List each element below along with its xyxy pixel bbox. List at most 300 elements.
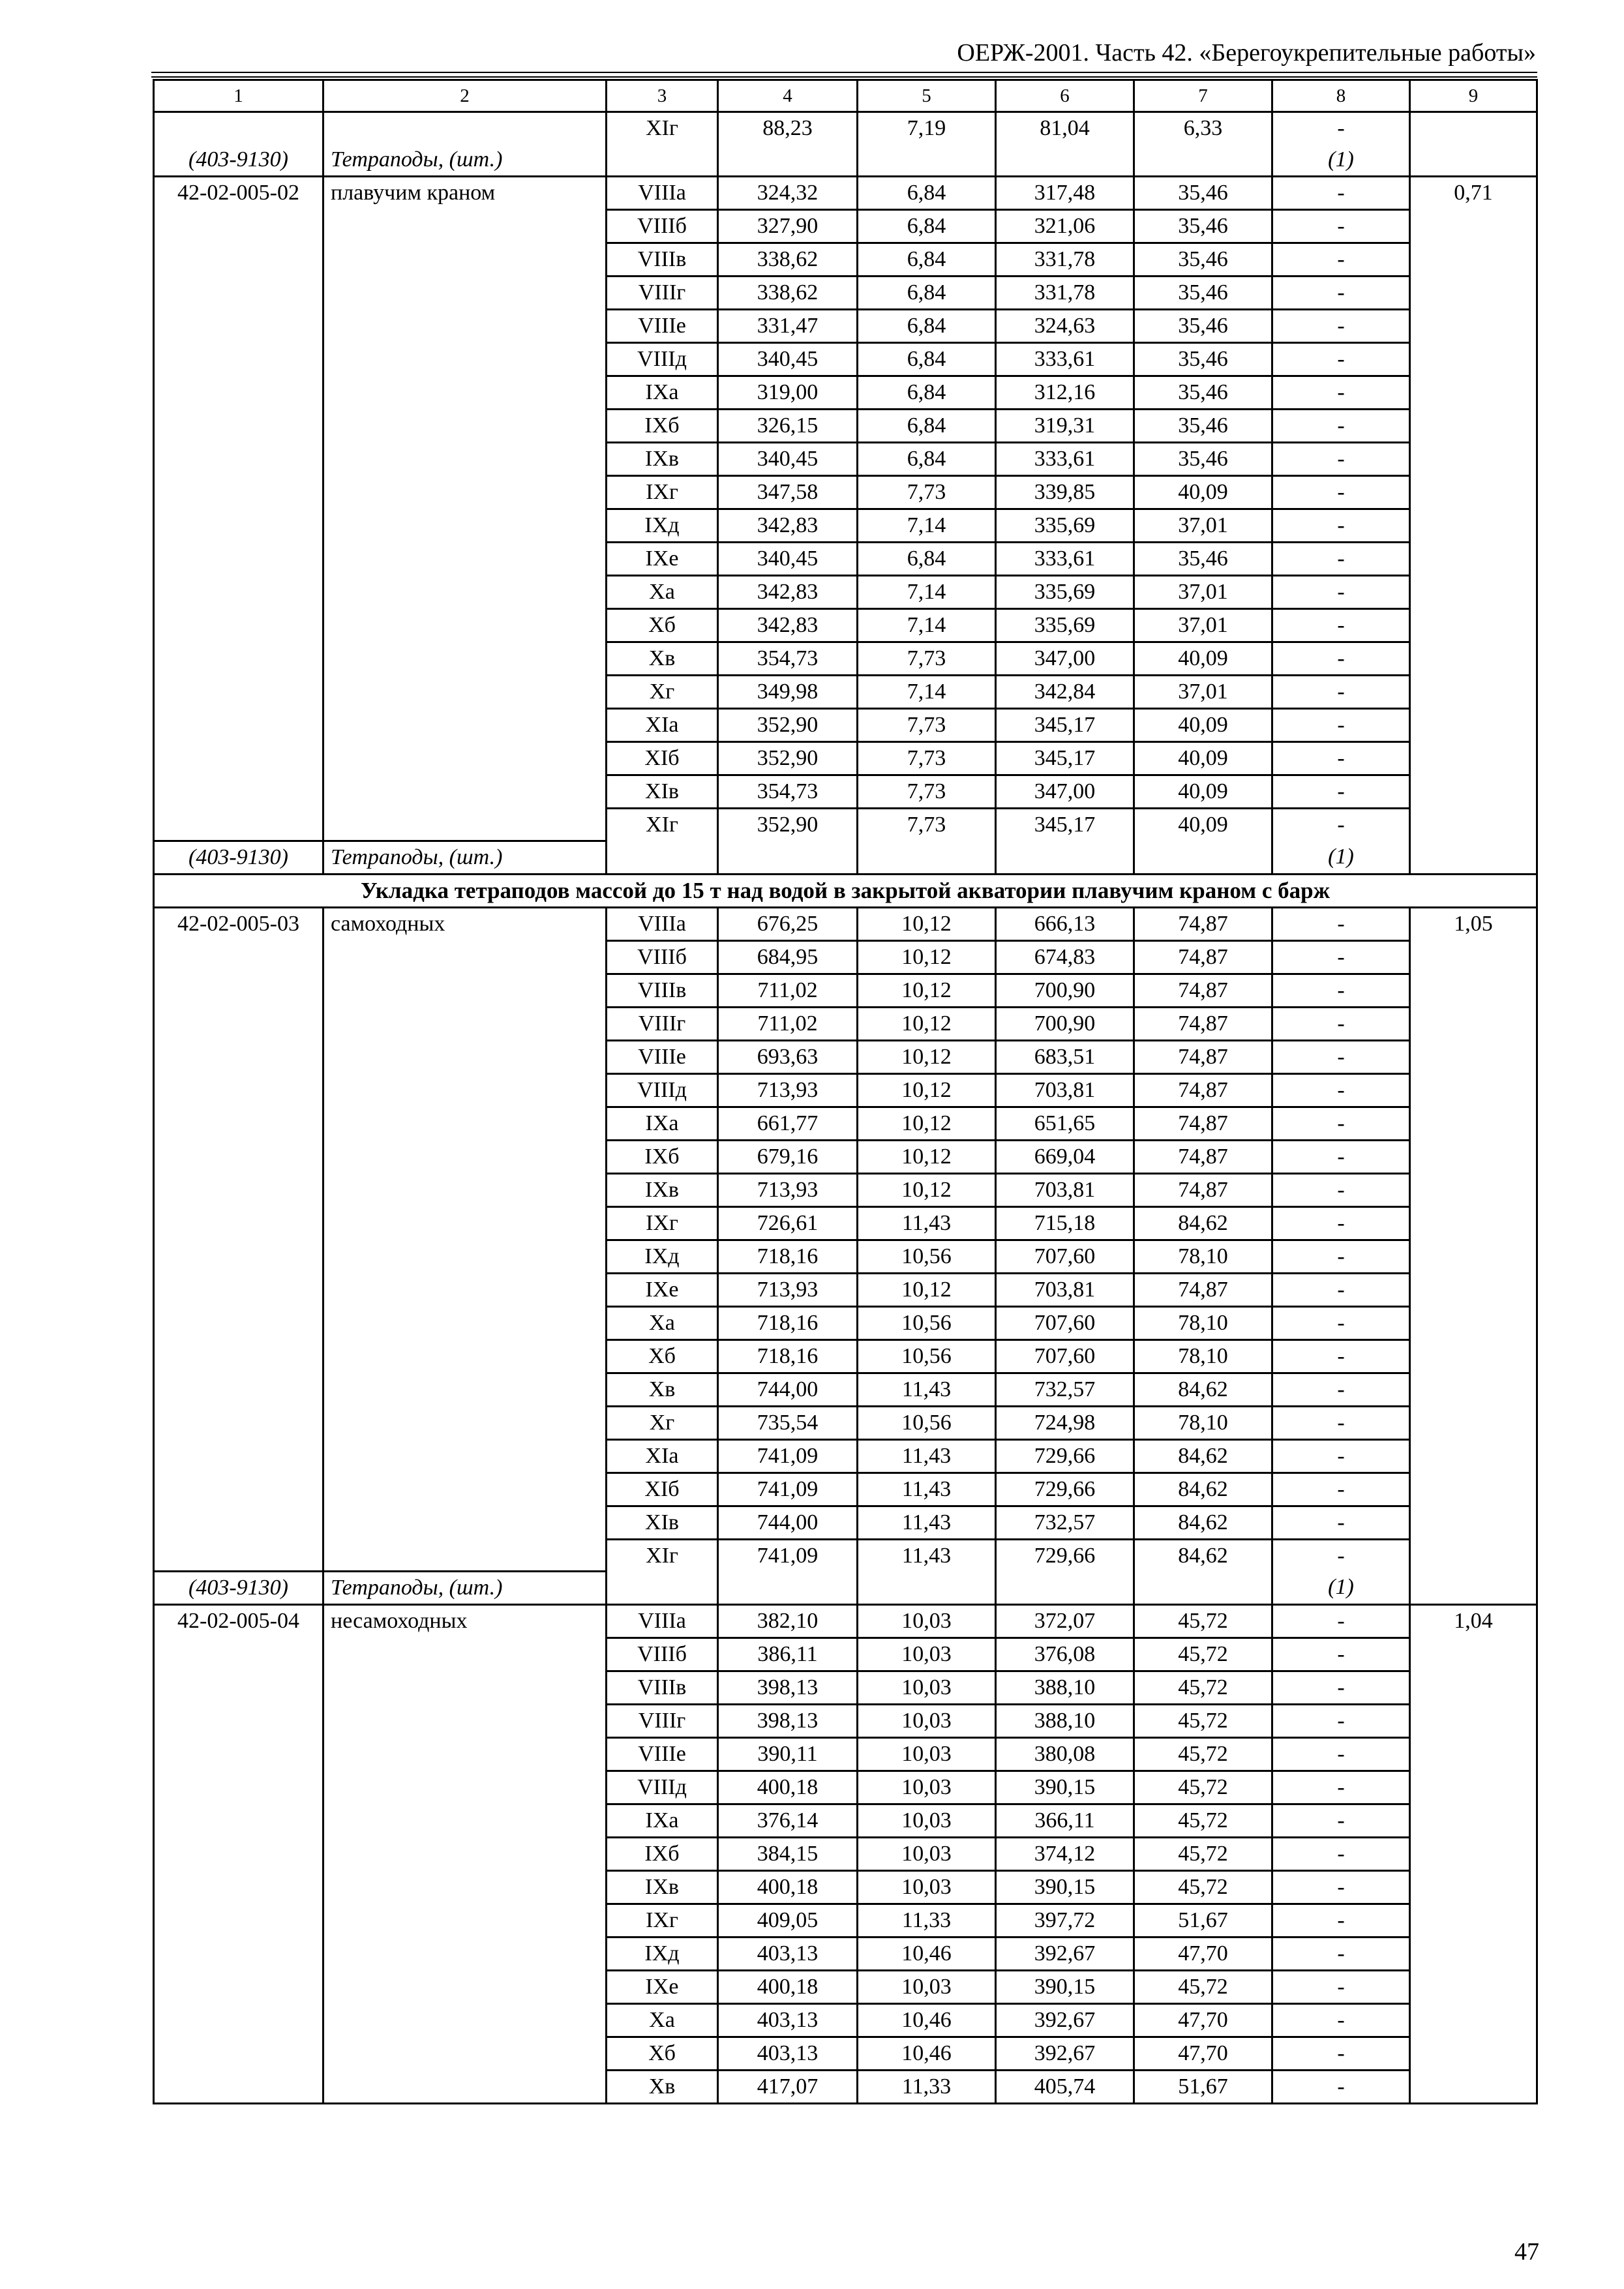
rate-code: 42-02-005-02 (154, 177, 323, 841)
value-cell: 711,02 (718, 974, 858, 1007)
soil-group-cell: Xа (607, 2004, 718, 2037)
value-cell: 47,70 (1134, 2037, 1272, 2071)
value-cell: 703,81 (996, 1073, 1134, 1107)
value-cell: 10,03 (858, 1671, 996, 1705)
soil-group-cell: IXе (607, 543, 718, 576)
value-cell: - (1272, 1671, 1410, 1705)
soil-group-cell: XIб (607, 742, 718, 775)
value-cell: 6,84 (858, 277, 996, 310)
table-row (154, 1605, 1537, 1638)
value-cell: 78,10 (1134, 1240, 1272, 1273)
value-cell: 335,69 (996, 609, 1134, 642)
value-cell: 7,73 (858, 775, 996, 809)
value-cell: 6,84 (858, 443, 996, 476)
value-cell: 11,33 (858, 1904, 996, 1937)
value-cell: 345,17 (996, 809, 1134, 841)
value-cell: 47,70 (1134, 1937, 1272, 1971)
column-number: 1 (154, 80, 323, 112)
column-number: 4 (718, 80, 858, 112)
value-cell: 732,57 (996, 1373, 1134, 1406)
material-row (154, 1572, 1537, 1605)
value-cell: 10,03 (858, 1804, 996, 1838)
value-cell: 354,73 (718, 642, 858, 676)
value-cell: - (1272, 310, 1410, 343)
value-cell: 7,14 (858, 576, 996, 609)
table-cell (1134, 841, 1272, 874)
value-cell: 10,46 (858, 1937, 996, 1971)
value-cell: 703,81 (996, 1173, 1134, 1206)
value-cell: 10,12 (858, 907, 996, 940)
value-cell: 340,45 (718, 343, 858, 376)
value-cell: 74,87 (1134, 974, 1272, 1007)
value-cell: 45,72 (1134, 1638, 1272, 1671)
rate-code: 42-02-005-04 (154, 1605, 323, 2104)
value-cell: 405,74 (996, 2071, 1134, 2104)
value-cell: 45,72 (1134, 1705, 1272, 1738)
value-cell: 7,73 (858, 642, 996, 676)
soil-group-cell: VIIIб (607, 210, 718, 243)
value-cell: - (1272, 907, 1410, 940)
value-cell: - (1272, 1140, 1410, 1173)
value-cell: 700,90 (996, 974, 1134, 1007)
soil-group-cell: IXв (607, 1871, 718, 1904)
value-cell: - (1272, 1771, 1410, 1804)
name-cell (323, 112, 607, 145)
rate-code: 42-02-005-03 (154, 907, 323, 1572)
soil-group-cell: IXв (607, 443, 718, 476)
soil-group-cell: VIIIв (607, 243, 718, 277)
value-cell: 45,72 (1134, 1838, 1272, 1871)
soil-group-cell: VIIIа (607, 1605, 718, 1638)
value-cell: 74,87 (1134, 940, 1272, 974)
value-cell: 321,06 (996, 210, 1134, 243)
value-cell: 345,17 (996, 709, 1134, 742)
soil-group-cell: Xб (607, 2037, 718, 2071)
value-cell: 679,16 (718, 1140, 858, 1173)
value-cell: 84,62 (1134, 1473, 1272, 1506)
value-cell: 10,12 (858, 1140, 996, 1173)
value-cell: 312,16 (996, 376, 1134, 410)
value-cell: 400,18 (718, 1871, 858, 1904)
soil-group-cell: IXг (607, 1904, 718, 1937)
value-cell: 331,78 (996, 277, 1134, 310)
value-cell: 347,58 (718, 476, 858, 509)
value-cell: - (1272, 1804, 1410, 1838)
value-cell: - (1272, 940, 1410, 974)
soil-group-cell: Xб (607, 1339, 718, 1373)
value-cell: 403,13 (718, 2037, 858, 2071)
value-cell: - (1272, 742, 1410, 775)
material-name: Тетраподы, (шт.) (323, 1572, 607, 1605)
soil-group-cell: Xв (607, 2071, 718, 2104)
value-cell: 84,62 (1134, 1439, 1272, 1473)
soil-group-cell: IXд (607, 1937, 718, 1971)
value-cell: 349,98 (718, 676, 858, 709)
soil-group-cell: IXд (607, 509, 718, 543)
material-quantity: (1) (1272, 1572, 1410, 1605)
value-cell: 11,33 (858, 2071, 996, 2104)
material-quantity: (1) (1272, 841, 1410, 874)
value-cell: 397,72 (996, 1904, 1134, 1937)
value-cell: 10,03 (858, 1638, 996, 1671)
value-cell: 10,12 (858, 1107, 996, 1140)
value-cell: 319,31 (996, 410, 1134, 443)
value-cell: 35,46 (1134, 243, 1272, 277)
value-cell: 10,56 (858, 1339, 996, 1373)
value-cell: 390,15 (996, 1771, 1134, 1804)
value-cell: 347,00 (996, 775, 1134, 809)
value-cell: 386,11 (718, 1638, 858, 1671)
value-cell: 340,45 (718, 443, 858, 476)
material-code: (403-9130) (154, 841, 323, 874)
value-cell: 409,05 (718, 1904, 858, 1937)
column-number: 9 (1410, 80, 1537, 112)
value-cell: 7,14 (858, 509, 996, 543)
material-name: Тетраподы, (шт.) (323, 144, 607, 177)
soil-group-cell: IXа (607, 1107, 718, 1140)
value-cell: 10,03 (858, 1838, 996, 1871)
value-cell: 718,16 (718, 1306, 858, 1339)
value-cell: - (1272, 1173, 1410, 1206)
table-row (154, 177, 1537, 210)
soil-group-cell: Xа (607, 1306, 718, 1339)
value-cell: 7,14 (858, 609, 996, 642)
value-cell: 388,10 (996, 1705, 1134, 1738)
value-cell: 327,90 (718, 210, 858, 243)
value-cell: 6,84 (858, 243, 996, 277)
value-cell: 47,70 (1134, 2004, 1272, 2037)
value-cell: 326,15 (718, 410, 858, 443)
soil-group-cell: IXа (607, 1804, 718, 1838)
value-cell: 7,73 (858, 476, 996, 509)
value-cell: 6,84 (858, 376, 996, 410)
value-cell: 40,09 (1134, 642, 1272, 676)
value-cell: - (1272, 509, 1410, 543)
value-cell: 10,03 (858, 1605, 996, 1638)
column-number-row (154, 80, 1537, 112)
value-cell: 74,87 (1134, 1007, 1272, 1040)
section-heading-row (154, 874, 1537, 907)
value-cell: - (1272, 2037, 1410, 2071)
soil-group-cell: Xв (607, 1373, 718, 1406)
table-cell (607, 1572, 718, 1605)
value-cell: 74,87 (1134, 1273, 1272, 1306)
value-cell: - (1272, 1705, 1410, 1738)
soil-group-cell: IXб (607, 1838, 718, 1871)
value-cell: 6,33 (1134, 112, 1272, 145)
soil-group-cell: XIг (607, 809, 718, 841)
value-cell: 78,10 (1134, 1306, 1272, 1339)
value-cell: 10,12 (858, 1007, 996, 1040)
value-cell: 35,46 (1134, 177, 1272, 210)
soil-group-cell: IXе (607, 1273, 718, 1306)
value-cell: 78,10 (1134, 1406, 1272, 1439)
value-cell: 392,67 (996, 1937, 1134, 1971)
value-cell: 6,84 (858, 343, 996, 376)
soil-group-cell: XIб (607, 1473, 718, 1506)
value-cell: - (1272, 476, 1410, 509)
value-cell: 718,16 (718, 1240, 858, 1273)
value-cell: 74,87 (1134, 1073, 1272, 1107)
value-cell: 51,67 (1134, 1904, 1272, 1937)
value-cell: - (1272, 1040, 1410, 1073)
value-cell: 10,03 (858, 1705, 996, 1738)
running-header: ОЕРЖ-2001. Часть 42. «Берегоукрепительные работы» (957, 39, 1536, 67)
soil-group-cell: VIIIг (607, 277, 718, 310)
value-cell: 372,07 (996, 1605, 1134, 1638)
value-cell: 45,72 (1134, 1738, 1272, 1771)
value-cell: 735,54 (718, 1406, 858, 1439)
value-cell: 11,43 (858, 1506, 996, 1539)
value-cell: 732,57 (996, 1506, 1134, 1539)
value-cell: - (1272, 1206, 1410, 1240)
value-cell: 388,10 (996, 1671, 1134, 1705)
value-cell: 6,84 (858, 177, 996, 210)
value-cell: 707,60 (996, 1306, 1134, 1339)
value-cell: - (1272, 1373, 1410, 1406)
value-cell: 6,84 (858, 410, 996, 443)
column-number: 8 (1272, 80, 1410, 112)
value-cell: 45,72 (1134, 1804, 1272, 1838)
value-cell: 7,73 (858, 709, 996, 742)
table-cell (1134, 1572, 1272, 1605)
value-cell: 398,13 (718, 1671, 858, 1705)
value-cell: 342,83 (718, 576, 858, 609)
soil-group-cell: VIIIг (607, 1007, 718, 1040)
value-cell: - (1272, 443, 1410, 476)
value-cell: 10,03 (858, 1871, 996, 1904)
column-number: 7 (1134, 80, 1272, 112)
value-cell: 333,61 (996, 343, 1134, 376)
value-cell: 352,90 (718, 742, 858, 775)
value-cell: 400,18 (718, 1771, 858, 1804)
value-cell: 74,87 (1134, 1140, 1272, 1173)
table-cell (607, 144, 718, 177)
value-cell: 729,66 (996, 1439, 1134, 1473)
value-cell: 741,09 (718, 1539, 858, 1572)
value-cell: 45,72 (1134, 1871, 1272, 1904)
value-cell: 693,63 (718, 1040, 858, 1073)
value-cell: 342,83 (718, 609, 858, 642)
value-cell: - (1272, 1738, 1410, 1771)
value-cell: - (1272, 1473, 1410, 1506)
value-cell: 319,00 (718, 376, 858, 410)
value-cell: 324,63 (996, 310, 1134, 343)
soil-group-cell: VIIIв (607, 974, 718, 1007)
value-cell: 376,08 (996, 1638, 1134, 1671)
value-cell: 74,87 (1134, 1173, 1272, 1206)
value-cell: 713,93 (718, 1073, 858, 1107)
value-cell: 84,62 (1134, 1373, 1272, 1406)
value-cell: 35,46 (1134, 310, 1272, 343)
value-cell: 10,12 (858, 940, 996, 974)
value-cell: - (1272, 543, 1410, 576)
value-cell: 10,12 (858, 1273, 996, 1306)
value-cell: 35,46 (1134, 543, 1272, 576)
value-cell: 10,46 (858, 2037, 996, 2071)
value-cell: - (1272, 642, 1410, 676)
value-cell: - (1272, 609, 1410, 642)
value-cell: 35,46 (1134, 343, 1272, 376)
value-cell: 684,95 (718, 940, 858, 974)
value-cell: 669,04 (996, 1140, 1134, 1173)
value-cell: 35,46 (1134, 210, 1272, 243)
value-cell: 7,19 (858, 112, 996, 145)
value-cell: 339,85 (996, 476, 1134, 509)
value-cell: 84,62 (1134, 1539, 1272, 1572)
value-cell: 6,84 (858, 310, 996, 343)
value-cell: 331,47 (718, 310, 858, 343)
value-cell: 45,72 (1134, 1971, 1272, 2004)
value-cell: 713,93 (718, 1173, 858, 1206)
value-cell: 10,12 (858, 1040, 996, 1073)
soil-group-cell: IXг (607, 476, 718, 509)
value-cell: 11,43 (858, 1473, 996, 1506)
value-cell: - (1272, 1306, 1410, 1339)
value-cell: 666,13 (996, 907, 1134, 940)
value-cell: - (1272, 210, 1410, 243)
soil-group-cell: VIIIб (607, 1638, 718, 1671)
value-cell: 74,87 (1134, 1040, 1272, 1073)
material-code: (403-9130) (154, 144, 323, 177)
value-cell: 317,48 (996, 177, 1134, 210)
value-cell: 10,56 (858, 1240, 996, 1273)
value-cell: - (1272, 576, 1410, 609)
value-cell: - (1272, 1406, 1410, 1439)
value-cell: - (1272, 2004, 1410, 2037)
value-cell: 10,12 (858, 974, 996, 1007)
value-cell: 11,43 (858, 1539, 996, 1572)
table-cell (718, 841, 858, 874)
value-cell: 741,09 (718, 1473, 858, 1506)
table-cell (858, 841, 996, 874)
value-cell: 726,61 (718, 1206, 858, 1240)
value-cell: 744,00 (718, 1373, 858, 1406)
value-cell: 40,09 (1134, 476, 1272, 509)
table-cell (858, 1572, 996, 1605)
value-cell: - (1272, 676, 1410, 709)
value-cell: - (1272, 1339, 1410, 1373)
column-number: 3 (607, 80, 718, 112)
value-cell: - (1272, 1971, 1410, 2004)
value-cell: 703,81 (996, 1273, 1134, 1306)
value-cell: - (1272, 243, 1410, 277)
value-cell: - (1272, 775, 1410, 809)
soil-group-cell: XIг (607, 112, 718, 145)
value-cell: - (1272, 1240, 1410, 1273)
value-cell: 324,32 (718, 177, 858, 210)
value-cell: 40,09 (1134, 775, 1272, 809)
column-number: 2 (323, 80, 607, 112)
material-row (154, 144, 1537, 177)
value-cell: 10,12 (858, 1073, 996, 1107)
value-cell: - (1272, 1605, 1410, 1638)
value-cell: 345,17 (996, 742, 1134, 775)
value-cell: 342,83 (718, 509, 858, 543)
soil-group-cell: Xв (607, 642, 718, 676)
table-cell (607, 841, 718, 874)
soil-group-cell: IXа (607, 376, 718, 410)
value-cell: - (1272, 177, 1410, 210)
value-cell: 400,18 (718, 1971, 858, 2004)
table-cell (1134, 144, 1272, 177)
value-cell: 35,46 (1134, 277, 1272, 310)
value-cell: 88,23 (718, 112, 858, 145)
value-cell: 661,77 (718, 1107, 858, 1140)
value-cell: 45,72 (1134, 1671, 1272, 1705)
value-cell: 741,09 (718, 1439, 858, 1473)
table-cell (718, 1572, 858, 1605)
value-cell: 45,72 (1134, 1605, 1272, 1638)
table-cell (718, 144, 858, 177)
material-row (154, 841, 1537, 874)
value-cell: 390,15 (996, 1871, 1134, 1904)
value-cell: - (1272, 1937, 1410, 1971)
value-cell: 40,09 (1134, 809, 1272, 841)
value-cell: - (1272, 809, 1410, 841)
rates-table (153, 79, 1538, 2104)
value-cell: 729,66 (996, 1539, 1134, 1572)
soil-group-cell: IXг (607, 1206, 718, 1240)
value-cell: 10,56 (858, 1306, 996, 1339)
soil-group-cell: VIIIе (607, 1040, 718, 1073)
value-cell: 35,46 (1134, 443, 1272, 476)
section-heading: Укладка тетраподов массой до 15 т над водой в закрытой акватории плавучим краном с барж (154, 874, 1537, 907)
header-rule-thin (151, 76, 1537, 78)
soil-group-cell: IXв (607, 1173, 718, 1206)
value-cell: 10,56 (858, 1406, 996, 1439)
value-cell: 338,62 (718, 277, 858, 310)
value-cell: 711,02 (718, 1007, 858, 1040)
table-row (154, 907, 1537, 940)
value-cell: 707,60 (996, 1339, 1134, 1373)
soil-group-cell: VIIIд (607, 1771, 718, 1804)
table-cell (996, 144, 1134, 177)
value-cell: 718,16 (718, 1339, 858, 1373)
value-cell: 713,93 (718, 1273, 858, 1306)
value-cell: 352,90 (718, 809, 858, 841)
value-cell: 37,01 (1134, 609, 1272, 642)
value-cell: - (1272, 1539, 1410, 1572)
soil-group-cell: XIв (607, 775, 718, 809)
value-cell: 398,13 (718, 1705, 858, 1738)
value-cell: 11,43 (858, 1206, 996, 1240)
value-cell: 333,61 (996, 443, 1134, 476)
value-cell: 84,62 (1134, 1206, 1272, 1240)
value-cell: - (1272, 1273, 1410, 1306)
value-cell: - (1272, 277, 1410, 310)
value-cell: 35,46 (1134, 410, 1272, 443)
coefficient-cell: 1,04 (1410, 1605, 1537, 2104)
work-name: плавучим краном (323, 177, 607, 841)
value-cell: 676,25 (718, 907, 858, 940)
value-cell: 651,65 (996, 1107, 1134, 1140)
soil-group-cell: IXб (607, 1140, 718, 1173)
soil-group-cell: VIIIв (607, 1671, 718, 1705)
value-cell: - (1272, 1073, 1410, 1107)
value-cell: - (1272, 112, 1410, 145)
page-number: 47 (1514, 2238, 1539, 2266)
value-cell: 10,46 (858, 2004, 996, 2037)
value-cell: - (1272, 343, 1410, 376)
value-cell: - (1272, 410, 1410, 443)
soil-group-cell: Xг (607, 676, 718, 709)
value-cell: - (1272, 1871, 1410, 1904)
value-cell: 382,10 (718, 1605, 858, 1638)
value-cell: 340,45 (718, 543, 858, 576)
value-cell: 333,61 (996, 543, 1134, 576)
soil-group-cell: VIIIб (607, 940, 718, 974)
